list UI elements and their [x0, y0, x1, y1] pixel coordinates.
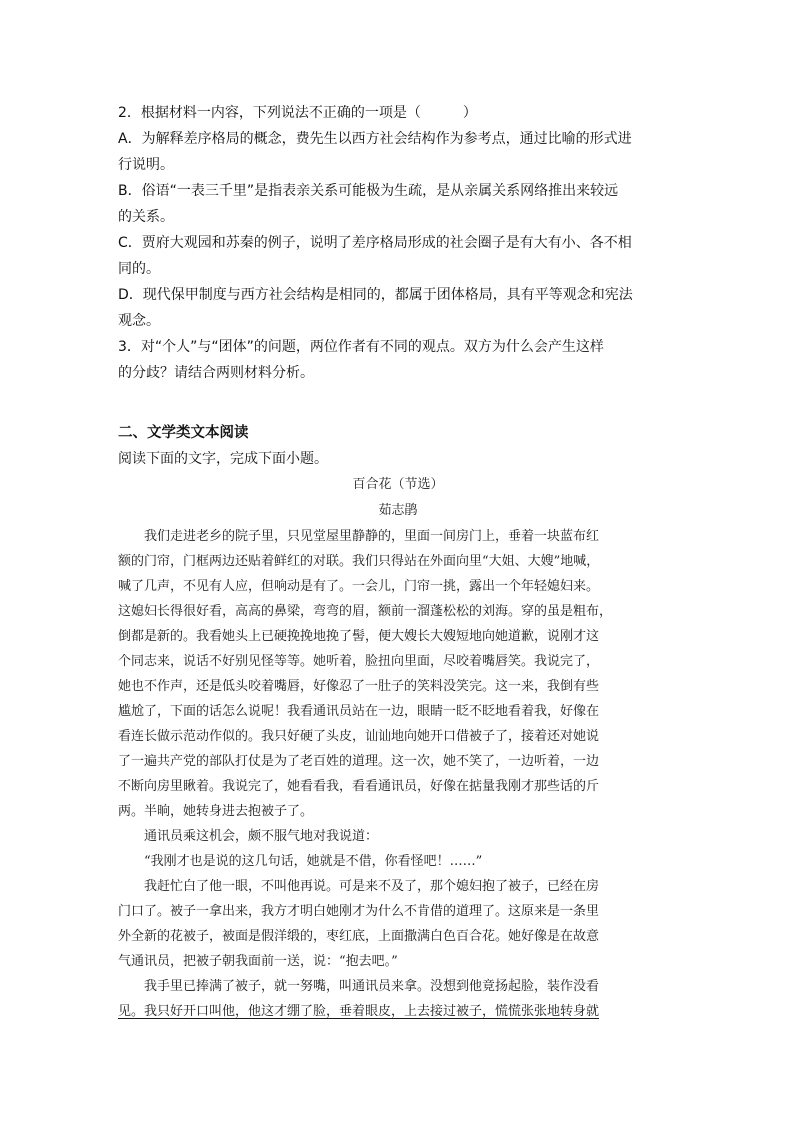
- story-passage: [118, 472, 678, 1024]
- story-line: 不断向房里瞅着。我说完了，她看看我，看看通讯员，好像在掂量我刚才那些话的斤: [118, 779, 600, 794]
- option-d-line-1: D．现代保甲制度与西方社会结构是相同的，都属于团体格局，具有平等观念和宪法: [118, 287, 633, 303]
- story-title: 百合花（节选）: [352, 477, 444, 492]
- option-a-line-1: A．为解释差序格局的概念，费先生以西方社会结构作为参考点，通过比喻的形式进: [118, 131, 632, 147]
- story-line: 气通讯员，把被子朝我面前一送，说：“抱去吧。”: [118, 954, 398, 969]
- story-line: 外全新的花被子，被面是假洋缎的，枣红底，上面撒满白色百合花。她好像是在故意: [118, 929, 600, 944]
- section-instruction: 阅读下面的文字，完成下面小题。: [118, 451, 328, 467]
- story-line: 喊了几声，不见有人应，但响动是有了。一会儿，门帘一挑，露出一个年轻媳妇来。: [118, 579, 600, 594]
- option-a-line-2: 行说明。: [118, 157, 174, 173]
- question-2: [118, 100, 678, 334]
- option-b-line-1: B．俗语“一表三千里”是指表亲关系可能极为生疏，是从亲属关系网络推出来较远: [118, 183, 619, 199]
- option-b-line-2: 的关系。: [118, 209, 174, 225]
- document-page: [118, 100, 678, 1024]
- question-3-line-1: 3．对“个人”与“团体”的问题，两位作者有不同的观点。双方为什么会产生这样: [118, 339, 604, 355]
- story-line: 这媳妇长得很好看，高高的鼻梁，弯弯的眉，额前一溜蓬松松的刘海。穿的虽是粗布，: [118, 604, 613, 619]
- option-c-line-1: C．贾府大观园和苏秦的例子，说明了差序格局形成的社会圈子是有大有小、各不相: [118, 235, 632, 251]
- story-line: 倒都是新的。我看她头上已硬挽挽地挽了髻，便大嫂长大嫂短地向她道歉，说刚才这: [118, 629, 600, 644]
- story-line: 我们走进老乡的院子里，只见堂屋里静静的，里面一间房门上，垂着一块蓝布红: [144, 529, 600, 544]
- story-line: 尴尬了，下面的话怎么说呢！我看通讯员站在一边，眼睛一眨不眨地看着我，好像在: [118, 704, 600, 719]
- story-line: “我刚才也是说的这几句话，她就是不借，你看怪吧！……”: [144, 854, 483, 869]
- story-line: 我手里已捧满了被子，就一努嘴，叫通讯员来拿。没想到他竟扬起脸，装作没看: [144, 979, 600, 994]
- story-line: 额的门帘，门框两边还贴着鲜红的对联。我们只得站在外面向里“大姐、大嫂”地喊，: [118, 554, 600, 569]
- story-line: 她也不作声，还是低头咬着嘴唇，好像忍了一肚子的笑料没笑完。这一来，我倒有些: [118, 679, 600, 694]
- story-author: 茹志鹃: [378, 503, 418, 518]
- story-line: 我赶忙白了他一眼，不叫他再说。可是来不及了，那个媳妇抱了被子，已经在房: [144, 879, 600, 894]
- question-2-stem: 2．根据材料一内容，下列说法不正确的一项是（ ）: [118, 105, 477, 121]
- story-line: 两。半晌，她转身进去抱被子了。: [118, 804, 314, 819]
- story-line: 个同志来，说话不好别见怪等等。她听着，脸扭向里面，尽咬着嘴唇笑。我说完了，: [118, 654, 600, 669]
- option-d-line-2: 观念。: [118, 313, 160, 329]
- question-3: [118, 334, 678, 386]
- story-line-underlined: 见。我只好开口叫他，他这才绷了脸，垂着眼皮，上去接过被子，慌慌张张地转身就: [118, 1004, 600, 1019]
- story-line: 看连长做示范动作似的。我只好硬了头皮，讪讪地向她开口借被子了，接着还对她说: [118, 729, 600, 744]
- section-heading: 二、文学类文本阅读: [118, 425, 249, 441]
- story-line: 了一遍共产党的部队打仗是为了老百姓的道理。这一次，她不笑了，一边听着，一边: [118, 754, 600, 769]
- option-c-line-2: 同的。: [118, 261, 160, 277]
- question-3-line-2: 的分歧？请结合两则材料分析。: [118, 365, 314, 381]
- story-line: 通讯员乘这机会，颇不服气地对我说道：: [144, 829, 379, 844]
- story-line: 门口了。被子一拿出来，我方才明白她刚才为什么不肯借的道理了。这原来是一条里: [118, 904, 600, 919]
